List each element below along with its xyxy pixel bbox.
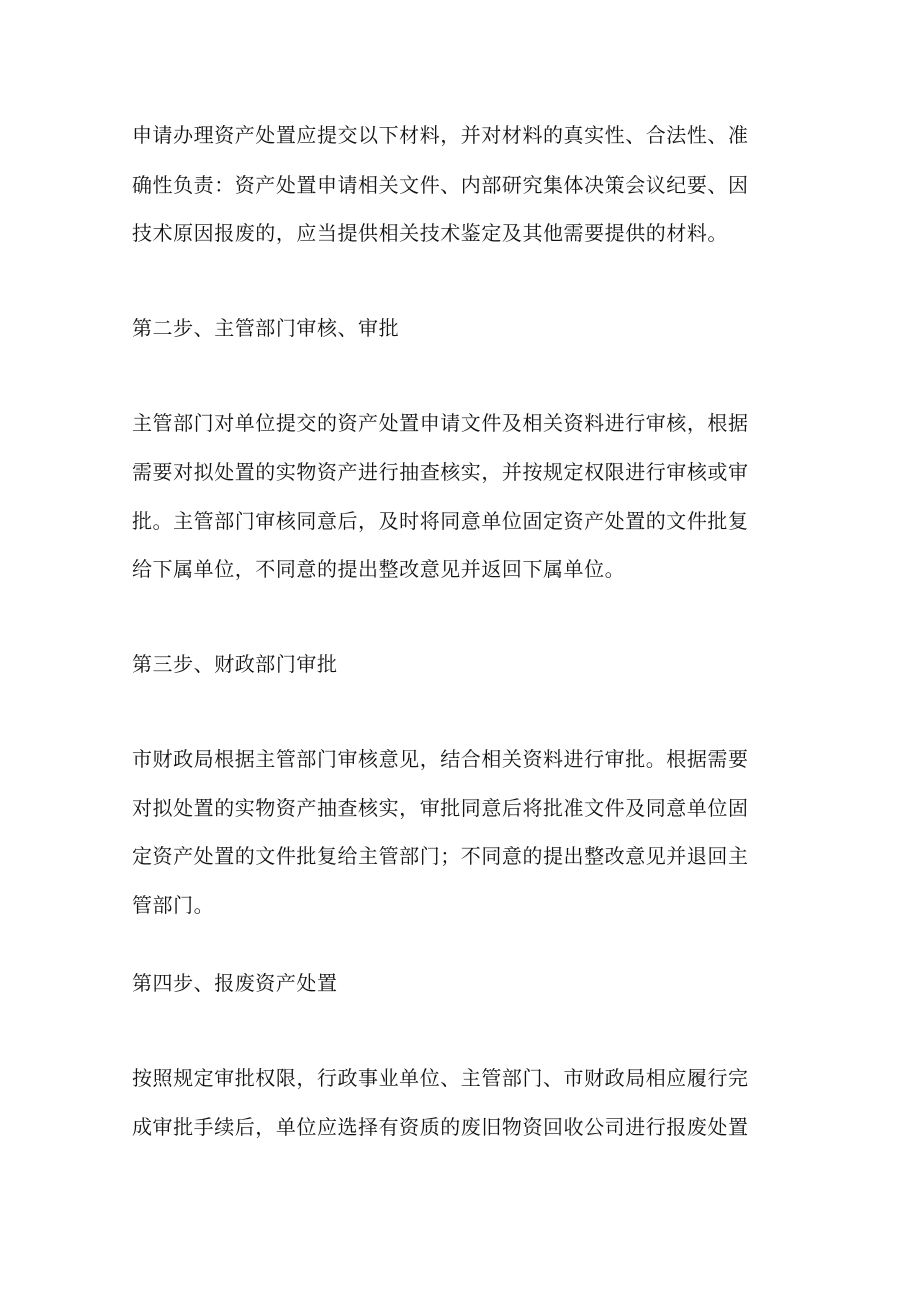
paragraph-2-line-3: 批。主管部门审核同意后，及时将同意单位固定资产处置的文件批复 (132, 509, 749, 533)
paragraph-4-line-1: 按照规定审批权限，行政事业单位、主管部门、市财政局相应履行完 (132, 1066, 749, 1090)
paragraph-2-line-4: 给下属单位，不同意的提出整改意见并返回下属单位。 (132, 557, 626, 581)
paragraph-3-line-4: 管部门。 (132, 893, 215, 917)
paragraph-2-line-1: 主管部门对单位提交的资产处置申请文件及相关资料进行审核，根据 (132, 411, 749, 435)
section-heading-step-4: 第四步、报废资产处置 (132, 971, 338, 995)
paragraph-4-line-2: 成审批手续后，单位应选择有资质的废旧物资回收公司进行报废处置 (132, 1115, 749, 1139)
paragraph-2-line-2: 需要对拟处置的实物资产进行抽查核实，并按规定权限进行审核或审 (132, 460, 749, 484)
paragraph-3-line-1: 市财政局根据主管部门审核意见，结合相关资料进行审批。根据需要 (132, 747, 749, 771)
paragraph-3-line-2: 对拟处置的实物资产抽查核实，审批同意后将批准文件及同意单位固 (132, 796, 749, 820)
paragraph-1-line-1: 申请办理资产处置应提交以下材料，并对材料的真实性、合法性、准 (132, 123, 749, 147)
paragraph-3-line-3: 定资产处置的文件批复给主管部门；不同意的提出整改意见并退回主 (132, 844, 749, 868)
paragraph-1-line-2: 确性负责：资产处置申请相关文件、内部研究集体决策会议纪要、因 (132, 173, 749, 197)
paragraph-1-line-3: 技术原因报废的，应当提供相关技术鉴定及其他需要提供的材料。 (132, 221, 728, 245)
section-heading-step-2: 第二步、主管部门审核、审批 (132, 316, 400, 340)
section-heading-step-3: 第三步、财政部门审批 (132, 652, 338, 676)
